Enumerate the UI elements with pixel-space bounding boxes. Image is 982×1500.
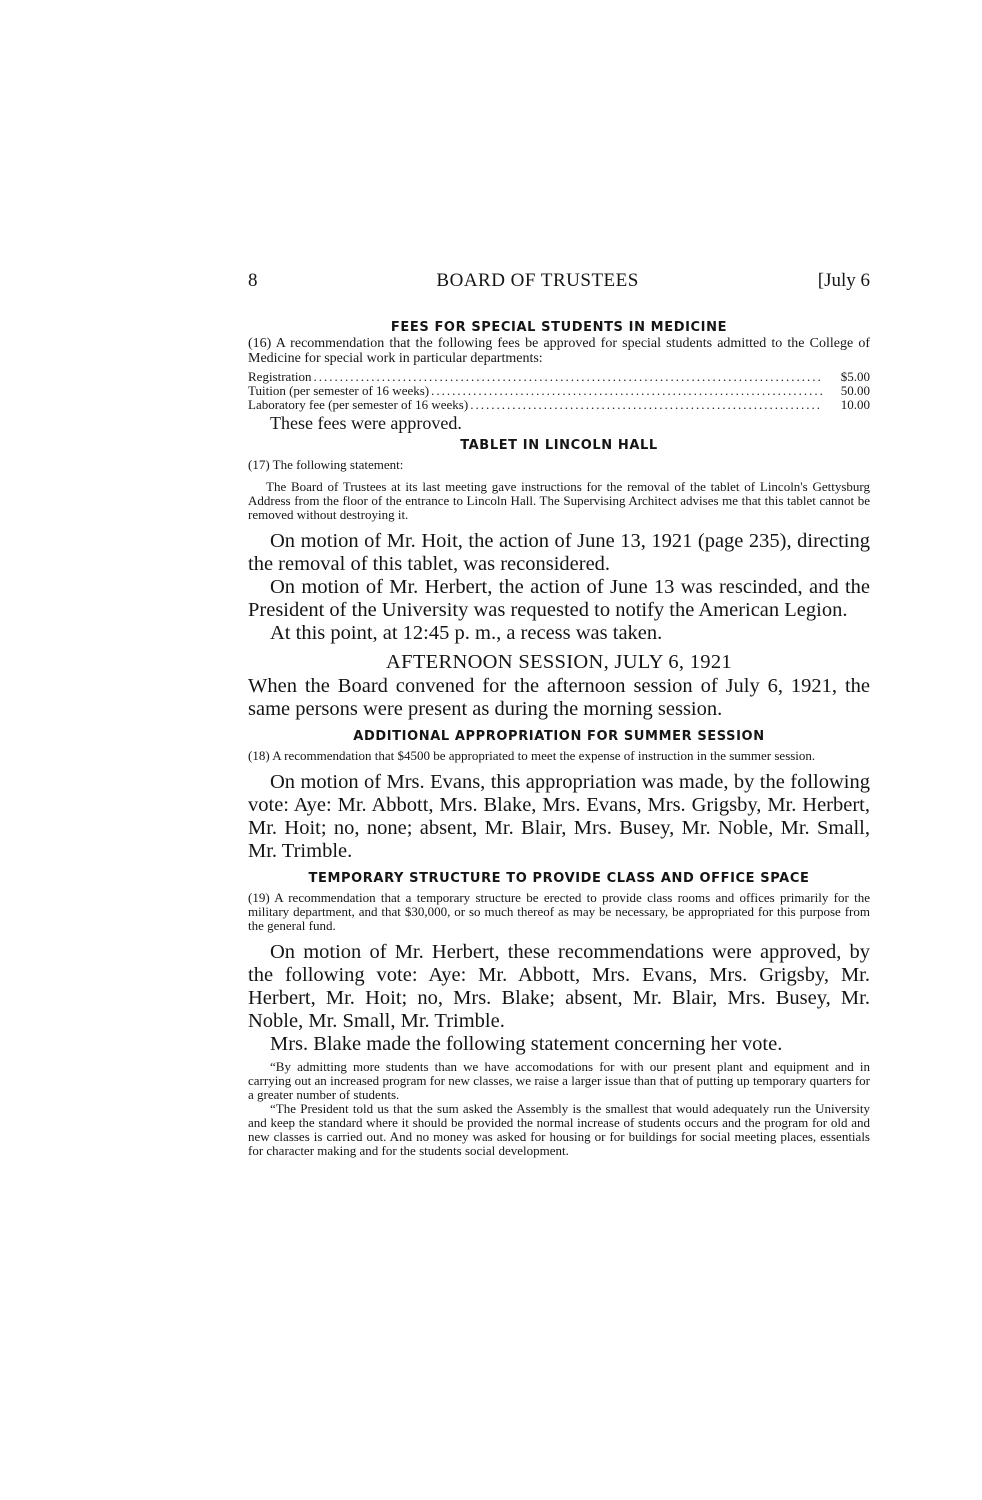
heading-structure: TEMPORARY STRUCTURE TO PROVIDE CLASS AND OFFICE SPACE	[308, 871, 810, 886]
running-header	[248, 270, 870, 300]
running-title: BOARD OF TRUSTEES	[436, 270, 639, 291]
afternoon-text: When the Board convened for the afternoon session of July 6, 1921, the same persons were present as during the morning session.	[248, 675, 870, 720]
fee-list	[248, 370, 870, 412]
tablet-motion-1: On motion of Mr. Hoit, the action of June 13, 1921 (page 235), directing the removal of this tablet, was reconsidered.	[248, 530, 870, 575]
structure-motion: On motion of Mr. Herbert, these recommendations were approved, by the following vote: Aye: Mr. Abbott, Mrs. Evans, Mrs. Grigsby, Mr. Herbert, Mr. Hoit; no, Mrs. Blake; absent, Mr. Blair, Mrs. Busey, Mr. Noble, Mr. Small, Mr. Trimble.	[248, 941, 870, 1032]
page-number: 8	[248, 270, 258, 291]
document-page	[248, 270, 870, 1158]
fee-row	[248, 384, 870, 398]
leader-dots	[470, 398, 822, 412]
fee-row	[248, 370, 870, 384]
fee-label: Laboratory fee (per semester of 16 weeks)	[248, 397, 469, 412]
fees-result: These fees were approved.	[270, 413, 462, 433]
appropriation-intro: (18) A recommendation that $4500 be appropriated to meet the expense of instruction in the summer session.	[248, 748, 816, 763]
heading-appropriation: ADDITIONAL APPROPRIATION FOR SUMMER SESSION	[353, 729, 765, 744]
structure-intro: (19) A recommendation that a temporary structure be erected to provide class rooms and offices primarily for the military department, and that $30,000, or so much thereof as may be necessary, be appropriated for this purpose from the general fund.	[248, 890, 870, 933]
leader-dots	[431, 384, 822, 398]
tablet-motion-2: On motion of Mr. Herbert, the action of June 13 was rescinded, and the President of the University was requested to notify the American Legion.	[248, 576, 870, 621]
leader-dots	[314, 370, 822, 384]
fee-amount: 50.00	[840, 383, 870, 398]
tablet-statement: The Board of Trustees at its last meeting gave instructions for the removal of the tablet of Lincoln's Gettysburg Address from the floor of the entrance to Lincoln Hall. The Supervising Architect advises me that this tablet cannot be removed without destroying it.	[248, 479, 870, 522]
blake-statement-intro: Mrs. Blake made the following statement concerning her vote.	[270, 1033, 783, 1055]
fee-row	[248, 398, 870, 412]
fee-label: Tuition (per semester of 16 weeks)	[248, 383, 430, 398]
blake-quote-2: “The President told us that the sum asked the Assembly is the smallest that would adequately run the University and keep the standard where it should be provided the normal increase of students occurs and the program for old and new classes is carried out. And no money was asked for housing or for buildings for social meeting places, essentials for character making and for the students social development.	[248, 1101, 870, 1158]
blake-quote-1: “By admitting more students than we have accomodations for with our present plant and equipment and in carrying out an increased program for new classes, we raise a larger issue than that of putting up temporary quarters for a greater number of students.	[248, 1059, 870, 1102]
appropriation-motion: On motion of Mrs. Evans, this appropriation was made, by the following vote: Aye: Mr. Abbott, Mrs. Blake, Mrs. Evans, Mrs. Grigsby, Mr. Herbert, Mr. Hoit; no, none; absent, Mr. Blair, Mrs. Busey, Mr. Noble, Mr. Small, Mr. Trimble.	[248, 771, 870, 862]
fee-amount: 10.00	[840, 397, 870, 412]
heading-tablet: TABLET IN LINCOLN HALL	[460, 438, 658, 453]
fee-amount: $5.00	[840, 369, 870, 384]
heading-fees: FEES FOR SPECIAL STUDENTS IN MEDICINE	[390, 320, 728, 335]
fee-label: Registration	[248, 369, 312, 384]
fees-intro: (16) A recommendation that the following fees be approved for special students admitted to the College of Medicine for special work in particular departments:	[248, 336, 870, 366]
heading-afternoon-session: AFTERNOON SESSION, JULY 6, 1921	[386, 651, 732, 673]
tablet-intro: (17) The following statement:	[248, 457, 404, 472]
running-date: [July 6	[817, 270, 870, 291]
recess-note: At this point, at 12:45 p. m., a recess was taken.	[270, 622, 663, 644]
